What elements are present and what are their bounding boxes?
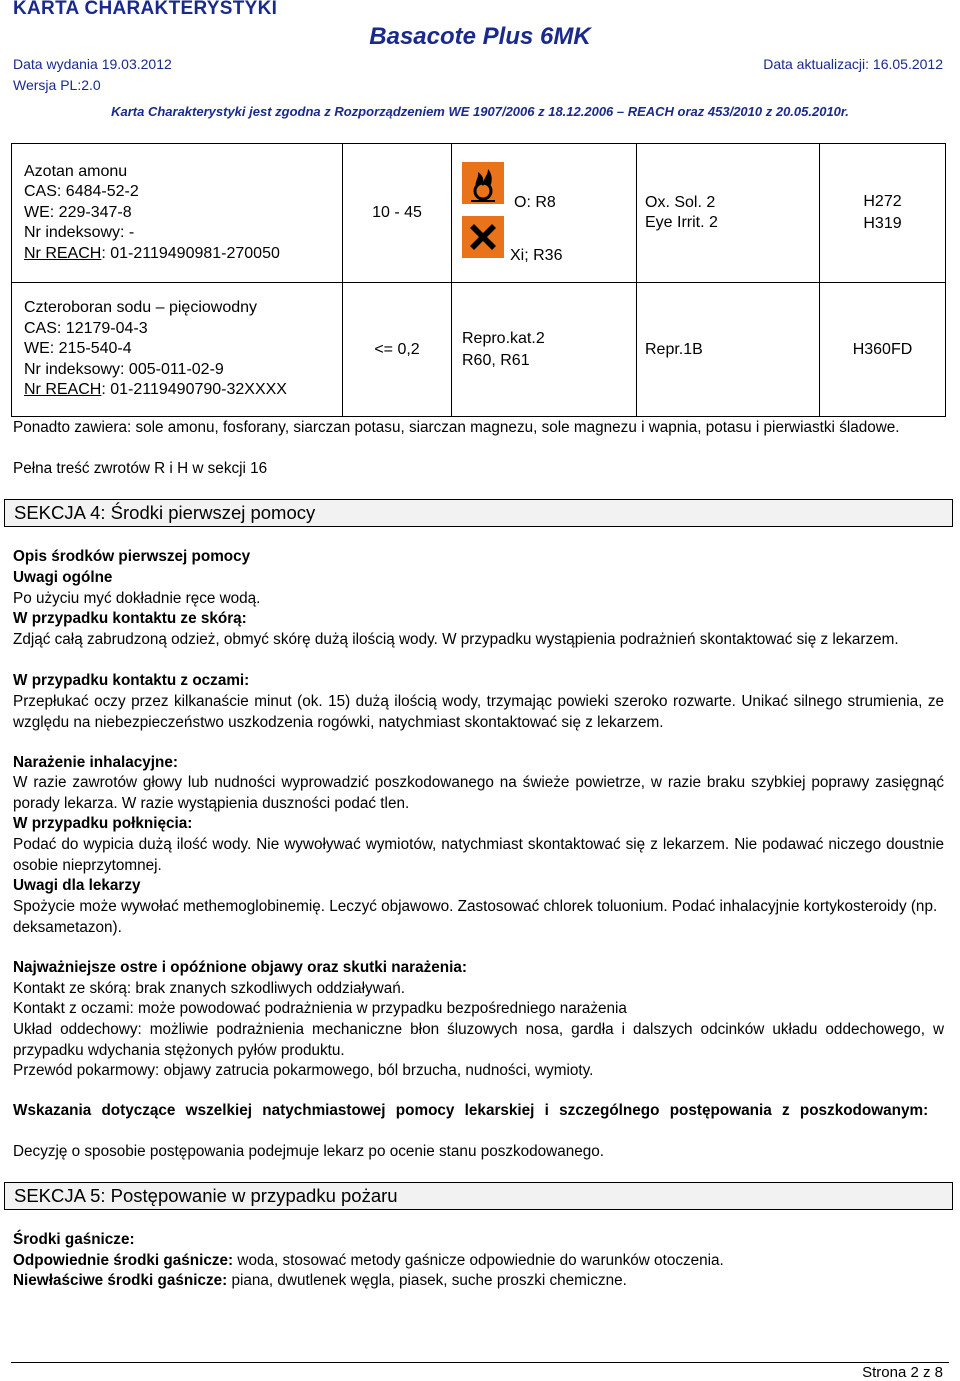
reach-label: Nr REACH	[24, 381, 102, 399]
reach-value: : 01-2119490790-32XXXX	[101, 381, 287, 399]
inhalation-text: W razie zawrotów głowy lub nudności wyprowadzić poszkodowanego na świeże powietrze, w razie braku szybkiej poprawy zasięgnąć porady lekarza. W razie wystąpienia duszności podać tlen.	[13, 774, 944, 812]
symptoms-label: Najważniejsze ostre i opóźnione objawy oraz skutki narażenia:	[13, 959, 467, 976]
suitable-media	[13, 1251, 944, 1272]
symbol-label: R60, R61	[462, 351, 530, 369]
general-label: Uwagi ogólne	[13, 569, 113, 586]
reach-label: Nr REACH	[24, 244, 102, 262]
indications-text: Decyzję o sposobie postępowania podejmuje lekarz po ocenie stanu poszkodowanego.	[13, 1143, 605, 1160]
issue-date: Data wydania 19.03.2012	[13, 56, 172, 72]
cas-number: CAS: 6484-52-2	[24, 183, 139, 201]
oxidizing-flame-icon	[462, 162, 504, 204]
page-number: Strona 2 z 8	[862, 1364, 943, 1381]
suitable-media-text: woda, stosować metody gaśnicze odpowiednie do warunków otoczenia.	[233, 1252, 724, 1269]
update-date: Data aktualizacji: 16.05.2012	[763, 56, 943, 72]
doctor-label: Uwagi dla lekarzy	[13, 877, 141, 894]
symbol-label-oxidizing: O: R8	[514, 194, 556, 211]
component-name-cell	[12, 283, 343, 417]
symbol-label: Repro.kat.2	[462, 329, 545, 347]
unsuitable-media	[13, 1271, 944, 1292]
general-text: Po użyciu myć dokładnie ręce wodą.	[13, 590, 261, 607]
symptoms-digestive: Przewód pokarmowy: objawy zatrucia pokarmowego, ból brzucha, nudności, wymioty.	[13, 1062, 594, 1079]
hazard-statements-cell	[820, 283, 946, 417]
document-title: KARTA CHARAKTERYSTYKI	[13, 0, 278, 19]
skin-label: W przypadku kontaktu ze skórą:	[13, 610, 247, 627]
components-table	[11, 143, 946, 417]
eyes-label: W przypadku kontaktu z oczami:	[13, 672, 250, 689]
hazard-statement: H360FD	[852, 340, 913, 358]
table-row	[12, 283, 946, 417]
product-name: Basacote Plus 6MK	[369, 23, 591, 50]
section-4-header: SEKCJA 4: Środki pierwszej pomocy	[4, 499, 953, 527]
hazard-statement: H319	[863, 215, 902, 232]
hazard-statement: H272	[863, 193, 902, 210]
cas-number: CAS: 12179-04-3	[24, 319, 148, 337]
component-name: Azotan amonu	[24, 162, 128, 180]
unsuitable-media-label: Niewłaściwe środki gaśnicze:	[13, 1272, 228, 1289]
swallow-text: Podać do wypicia dużą ilość wody. Nie wywoływać wymiotów, natychmiast skontaktować się z lekarzem. Nie podawać niczego doustnie osobie nieprzytomnej.	[13, 836, 944, 874]
component-name-cell	[12, 144, 343, 283]
additional-contents-note: Ponadto zawiera: sole amonu, fosforany, siarczan potasu, siarczan magnezu, sole magnezu i wapnia, potasu i pierwiastki śladowe.	[13, 419, 900, 436]
harmful-cross-icon	[462, 216, 504, 258]
swallow-label: W przypadku połknięcia:	[13, 815, 193, 832]
we-number: WE: 215-540-4	[24, 340, 132, 358]
concentration: 10 - 45	[343, 144, 452, 283]
section-5-header: SEKCJA 5: Postępowanie w przypadku pożaru	[4, 1182, 953, 1210]
extinguishing-media-label: Środki gaśnicze:	[13, 1231, 135, 1248]
symbol-label-irritant: Xi; R36	[510, 247, 563, 264]
we-number: WE: 229-347-8	[24, 203, 132, 221]
symptoms-respiratory: Układ oddechowy: możliwie podrażnienia mechaniczne błon śluzowych nosa, gardła i dalszych odcinków układu oddechowego, w przypadku wdychania stężonych pyłów produktu.	[13, 1021, 944, 1059]
table-row	[12, 144, 946, 283]
reach-number	[24, 244, 342, 265]
concentration: <= 0,2	[343, 283, 452, 417]
reach-number	[24, 380, 342, 401]
skin-text: Zdjąć całą zabrudzoną odzież, obmyć skórę dużą ilością wody. W przypadku wystąpienia podrażnień skontaktować się z lekarzem.	[13, 631, 899, 648]
index-number: Nr indeksowy: -	[24, 224, 135, 242]
first-aid-heading: Opis środków pierwszej pomocy	[13, 548, 251, 565]
component-name: Czteroboran sodu – pięciowodny	[24, 299, 258, 317]
symbols-cell	[452, 283, 637, 417]
classification-item: Ox. Sol. 2	[645, 194, 716, 211]
footer-divider	[11, 1362, 949, 1363]
indications-label: Wskazania dotyczące wszelkiej natychmiastowej pomocy lekarskiej i szczególnego postępowania z poszkodowanym:	[13, 1102, 929, 1119]
index-number: Nr indeksowy: 005-011-02-9	[24, 360, 224, 378]
full-text-note: Pełna treść zwrotów R i H w sekcji 16	[13, 460, 268, 477]
classification-item: Eye Irrit. 2	[645, 214, 718, 231]
classification-item: Repr.1B	[645, 340, 703, 358]
classification-cell	[637, 144, 820, 283]
symbols-cell	[452, 144, 637, 283]
reach-value: : 01-2119490981-270050	[101, 244, 280, 262]
symptoms-skin: Kontakt ze skórą: brak znanych szkodliwych oddziaływań.	[13, 980, 405, 997]
doctor-text: Spożycie może wywołać methemoglobinemię. Leczyć objawowo. Zastosować chlorek toluonium. Podać inhalacyjnie kortykosteroidy (np. deksametazon).	[13, 898, 938, 936]
suitable-media-label: Odpowiednie środki gaśnicze:	[13, 1252, 234, 1269]
symptoms-eyes: Kontakt z oczami: może powodować podrażnienia w przypadku bezpośredniego narażenia	[13, 1000, 627, 1017]
version: Wersja PL:2.0	[13, 77, 101, 93]
unsuitable-media-text: piana, dwutlenek węgla, piasek, suche proszki chemiczne.	[227, 1272, 627, 1289]
inhalation-label: Narażenie inhalacyjne:	[13, 754, 178, 771]
eyes-text: Przepłukać oczy przez kilkanaście minut (ok. 15) dużą ilością wody, trzymając powieki szeroko rozwarte. Unikać silnego strumienia, ze względu na niebezpieczeństwo uszkodzenia rogówki, natychmiast skontaktować się z lekarzem.	[13, 693, 944, 731]
regulation-note: Karta Charakterystyki jest zgodna z Rozporządzeniem WE 1907/2006 z 18.12.2006 – REACH oraz 453/2010 z 20.05.2010r.	[111, 104, 849, 119]
classification-cell	[637, 283, 820, 417]
hazard-statements-cell	[820, 144, 946, 283]
